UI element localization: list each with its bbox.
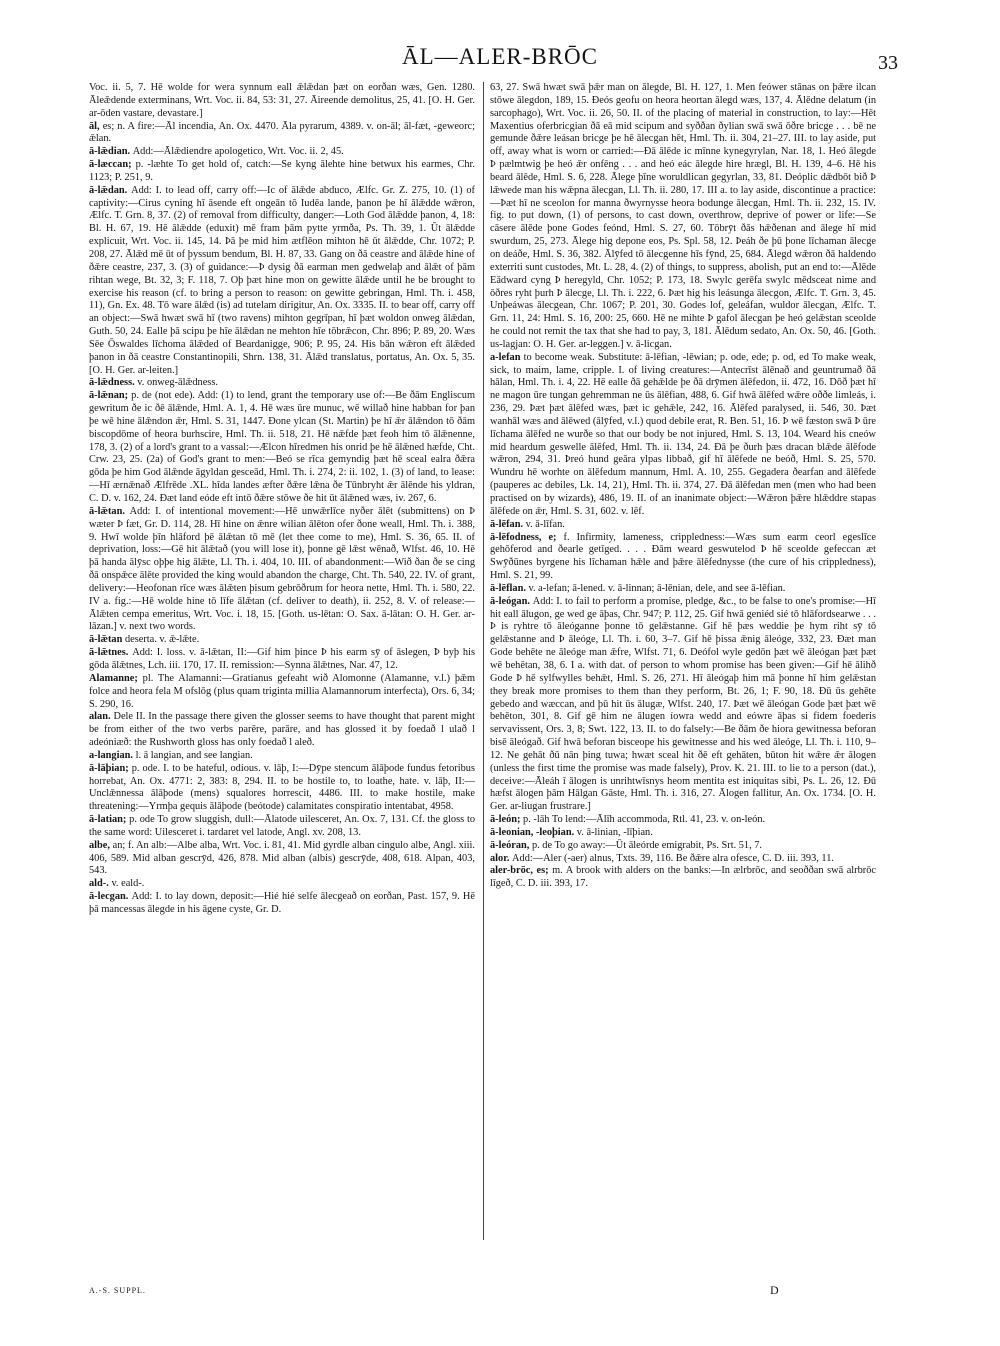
dictionary-entry [89, 711, 475, 750]
entry-headword: ā-lāþian; [89, 762, 129, 774]
left-column [89, 82, 475, 1292]
entry-headword: alan. [89, 711, 111, 723]
dictionary-entry [89, 673, 475, 712]
dictionary-entry [89, 750, 475, 763]
dictionary-entry [490, 814, 876, 827]
entry-headword: albe, [89, 839, 110, 851]
entry-headword: aler-brōc, es; [490, 865, 549, 877]
right-column [490, 82, 876, 1292]
entry-headword: ā-lēfan. [490, 518, 524, 530]
dictionary-entry [89, 891, 475, 917]
entry-text: p. -lāh To lend:—Ālīh accommoda, Rtl. 41, 23. v. on-león. [523, 814, 766, 826]
entry-headword: alor. [490, 852, 510, 864]
dictionary-entry [490, 583, 876, 596]
dictionary-entry [89, 878, 475, 891]
entry-text: Voc. ii. 5, 7. Hē wolde for wera synnum eall ǣlǣdan þæt on eorðan wæs, Gen. 1280. Āleǣdende exterminans, Wrt. Voc. ii. 84, 53: 31, 27. Āireende demolitus, 25, 41. [O. H. Ger. ar-ōden vastare, devastare.] [89, 82, 475, 119]
dictionary-entry [490, 519, 876, 532]
dictionary-entry [89, 840, 475, 879]
column-divider [483, 82, 484, 1240]
entry-text: Add: I. of intentional movement:—Hē unwǣrlīce nyðer ālēt (submittens) on Þ wæter Þ fæt, Gr. D. 114, 28. Hī hine on ǣnre wilian ālēton ofer ðone weall, Hml. Th. i. 388, 9. Hwī wolde þīn hlāford þē ālǣtan tō mē (let thee come to me), Hml. S. 36, 65. II. of deprivation, loss:—Gē hit ālǣtað (you will lose it), þonne gē lǣst wēnað, Wlfst. 46, 10. Hē þā handa ālȳsc oþþe hig ālǣte, Ll. Th. i. 404, 10. III. of abandonment:—Wið ðan ðe se cing ðā onspǣce ālēte provided the king would abandon the charge, Cht. Th. 540, 22. IV. of grant, delivery:—Heofonan rīce wæs ālǣten þisum gebrōðrum for heora nette, Hml. Th. i. 580, 22. IV a. fig.:—Hē wolde hine tō līfe ālǣtan (cf. deliver to death), ii. 252, 8. V. of release:—Ālǣten cempa emeritus, Wrt. Voc. i. 18, 15. [Goth. us-lētan: O. Sax. ā-lātan: O. H. Ger. ar-lāzan.] v. next two words. [89, 505, 475, 633]
entry-text: Dele II. In the passage there given the glosser seems to have thought that parent might be from either of the two verbs parēre, parāre, and has glossed it by foedað l ulað l adeóniæð: the Rushworth gloss has only foedað l aleð. [89, 711, 475, 749]
entry-headword: ā-lecgan. [89, 891, 129, 903]
dictionary-entry [490, 827, 876, 840]
dictionary-entry [490, 596, 876, 814]
entry-headword: ā-læccan; [89, 159, 132, 171]
entry-text: p. ode. I. to be hateful, odious. v. lāþ, I:—Dȳpe stencum ālāþode fundus fetoribus horrebat, An. Ox. 4771: 2, 383: 8, 294. II. to be hostile to, to loathe, hate. v. lāþ, II:—Unclǣnnessa ālāþode (mens) squalores horrescit, 4486. III. to make hostile, make threatening:—Yrmþa gequis ālāþode (beótode) calamitates conspiratio intentabat, 4958. [89, 762, 475, 813]
dictionary-entry [490, 532, 876, 583]
dictionary-entry [490, 840, 876, 853]
entry-headword: ā-lǣtnes. [89, 647, 129, 659]
dictionary-entry [490, 865, 876, 891]
entry-headword: Alamanne; [89, 672, 138, 684]
entry-headword: āl, [89, 120, 100, 132]
entry-headword: ā-latian; [89, 814, 127, 826]
entry-text: v. a-lefan; ā-lened. v. ā-linnan; ā-lēnian, dele, and see ā-lēfian. [528, 582, 786, 594]
dictionary-entry [89, 146, 475, 159]
entry-text: v. ā-linian, -līþian. [576, 826, 653, 838]
dictionary-entry [89, 159, 475, 185]
entry-headword: a-lefan [490, 351, 521, 363]
entry-text: Add: I. to lead off, carry off:—Ic of ālǣde abduco, Ælfc. Gr. Z. 275, 10. (1) of captivity:—Cirus cyning hī āsende eft ongeān tō Iudēa lande, þanon þe hī ālǣdde wǣron, Ælfc. T. Grn. 8, 37. (2) of removal from difficulty, danger:—Loth God ālǣdde þanon, 4, 18: Bl. H. 67, 19. Hē ālǣdde (eduxit) mē fram þām pytte yrmða, Ps. Th. 39, 1. Ūt ālǣdde explicuit, Wrt. Voc. ii. 145, 14. Þā þe mid him ætflēon mihton hē ūt ālǣdde, Chr. 1072; P. 208, 27. Ālǣd mē ūt of þyssum bendum, Bl. H. 87, 33. Gang on ðā ceastre and ālǣde hine of ðǣre ceastre, 237, 3. (3) of guidance:—Þ dysig ðā earman men gedwelaþ and ālǣt of þām rihtan wege, Bt. 32, 3; F. 118, 7. Oþ þæt hine mon on gewitte ālǣde until he be brought to exercise his reason (cf. to bring a person to reason: on gewitte gebringan, Hml. Th. i. 458, 11), Gn. Ex. 48. Tō ware ālǣd (is) ad tutelam dirigitur, An. Ox. 3335. II. to bear off, carry off an object:—Swā hwæt swā hī (two ravens) mihton gegrīpan, hī þæt woldon onweg ālǣdan, Guth. 50, 24. Ealle þā scipu þe hīe ālǣdan ne mehton hīe tōbrǣcon, Chr. 896; P. 89, 20. Wæs Sēe Ōswaldes līchoma ālǣded of Beardanigge, 906; P. 95, 24. His bān wǣron eft ālǣded þanon in ðā ceastre Constantinopili, Shrn. 138, 31. Ālǣd translatus, portatus, An. Ox. 5, 35. [O. H. Ger. ar-leiten.] [89, 184, 475, 376]
entry-text: an; f. An alb:—Albe alba, Wrt. Voc. i. 81, 41. Mid gyrdle alban cingulo albe, Angl. xiii. 406, 589. Mid alban gescrȳd, 426, 878. Mid alban (albis) gescrȳde, 408, 618. Alpan, 403, 543. [89, 839, 475, 877]
entry-headword: ā-lēflan. [490, 582, 526, 594]
entry-text: 63, 27. Swā hwæt swā þǣr man on ālegde, Bl. H. 127, 1. Men feówer stānas on þǣre ilcan stōwe ālegdon, 189, 15. Ðeós geofu on heora heortan ālegd wæs, 137, 4. Ālēdne delatum (in sarcophago), Wrt. Voc. ii. 26, 50. II. of the placing of material in construction, to lay:—Hēt Maxentius oferbricgian ðā eā mid scipum and syððan ðylian swā swā ōðre bricge . . . bē ne gemunde ðǣre leásan bricge þe hē ālecgan hēt, Hml. Th. ii. 304, 21–27. III. to lay aside, put off, away what is worn or carried:—Ðā ālēde ic mīnne kynegyrylan, Nar. 18, 1. Heó ālegde Þ pælmtwig þe heó ǣr onfēng . . . and heó eác ālegde hire hrægl, Bl. H. 139, 4–6. Hē his beard ālēde, Hml. S. 6, 228. Ālege þīne woruldlican gegyrlan, 33, 81. Deóplic dǣdbōt bið Þ lǣwede man his wǣpna ālecgan, Ll. Th. ii. 280, 17. III a. to lay aside, discontinue a practice:—Þæt hī ne sceolon for manna ðwyrnysse heora bodunge ālecgan, Hml. Th. ii. 232, 15. IV. fig. to put down, (1) of persons, to cast down, overthrow, deprive of power or life:—Se cāsere ālēde þone Godes feónd, Hml. S. 27, 60. Tōbrȳt ðās hǣðenan and ālege hī mid swurdum, 25, 273. Ālege hig depone eos, Ps. Spl. 58, 12. Þeáh ðe þū þone līchaman ālecge on deáðe, Hml. S. 36, 382. Ālȳfed tō ālecgenne hīs fȳnd, 25, 684. Ālegd wǣron ðā haldendo exterriti sunt custodes, Mt. L. 28, 4. (2) of things, to suppress, abolish, put an end to:—Ālēde Eādward cyng Þ heregyld, Chr. 1052; P. 173, 18. Swylc gerēfa swylc mēdsceat nime and ōðres ryht þurh Þ ālecge, Ll. Th. i. 222, 6. Þæt hig his leásunga ālecgon, Ælfc. T. Grn. 3, 45. Unþeáwas ālecgean, Chr. 1067; P. 201, 30. Godes lof, geleáfan, wuldor ālecgan, Ælfc. T. Grn. 11, 24: Hml. S. 16, 200: 25, 660. Hē ne mihte Þ gafol ālecgan þe heó gelǣstan sceolde he could not remit the tax that she had to pay, 3, 181. Ālēdum sedato, An. Ox. 50, 46. [Goth. us-lagjan: O. H. Ger. ar-leggen.] v. ā-licgan. [490, 82, 876, 350]
entry-text: v. eald-. [111, 878, 145, 890]
dictionary-entry [89, 814, 475, 840]
entry-headword: ā-lǣdan. [89, 184, 128, 196]
page-header [0, 38, 1000, 78]
entry-headword: ald-. [89, 878, 109, 890]
page-number: 33 [878, 52, 898, 74]
dictionary-entry [490, 82, 876, 352]
entry-text: es; n. A fire:—Āl incendia, An. Ox. 4470. Āla pyrarum, 4389. v. on-āl; āl-fæt, -geweorc; ǣlan. [89, 120, 475, 145]
dictionary-entry [89, 377, 475, 390]
entry-text: to become weak. Substitute: ā-lēfian, -lēwian; p. ode, ede; p. od, ed To make weak, sick, to maim, lame, cripple. I. of living creatures:—Antecrīst ālēnað and geuntrumað ðā hālan, Hml. Th. i. 4, 22. Hē ealle ðā gehǣlde þe ðā drȳmen ālēfedon, ii. 472, 16. Dōð þæt hī ne magon ūre tungan gehremman ne ūs ālēfian, 488, 6. Gif hwā ālēfed wǣre oððe limleás, i. 236, 29. Þæt þæt ālēfed wæs, þæt ic gehǣle, 242, 16. Ālēfed paralysed, ii. 546, 30. Þæt wanhāl wæs and ālēwed (ālȳfed, v.l.) quod debile erat, R. Ben. 51, 16. Þ wē fæston swā Þ ūre līchama ālēfed ne wurðe so that our body be not injured, Hml. S. 13, 104. Weard his cneów mid heardum geswelle ālēfed, Hml. Th. ii. 134, 24. Ðā þe ðurh þæs dracan blǣde ālēfode wǣron, 294, 31. Þreó hund geāra ylpas libbað, gif hī ālēfede ne beóð, Hml. S. 25, 570. Wundru hē worhte on ālēfedum mannum, Hml. A. 10, 255. Gegadera ðearfan and ālēfede (pauperes ac debiles, Lk. 14, 21), Hml. Th. ii. 374, 27. Ðā ālēfedan men (men who had been practised on by wizards), 486, 19. II. of an inanimate object:—Wǣron þǣre hlǣddre stapas ālēfede on ǣr, Hml. S. 31, 602. v. lēf. [490, 351, 876, 517]
running-head: ĀL—ALER-BRŌC [402, 44, 598, 69]
dictionary-entry [490, 853, 876, 866]
dictionary-entry [89, 506, 475, 634]
entry-headword: ā-lēfodness, e; [490, 531, 557, 543]
entry-text: v. onweg-ālǣdness. [137, 377, 218, 389]
entry-headword: ā-lǣdian. [89, 146, 131, 158]
entry-headword: ā-lǣnan; [89, 390, 129, 402]
entry-text: Add: I. to fail to perform a promise, pledge, &c., to be false to one's promise:—Hī hit eall ālugon, ge wed ge āþas, Chr. 947; P. 112, 25. Gif hwā geniéd sié tō hlāfordsearwe . . . Þ is ryhtre tō āleóganne þonne tō gelǣstanne. Gif hē þæs weddie þe hym riht sȳ tō gelǣstanne and Þ āleóge, Ll. Th. i. 60, 3–7. Gif hē þissa ǣnig āleóge, 332, 23. Ðæt man Gode behēte ne āleóge man ǣfre, Wlfst. 71, 6. Deófol wyle gedōn þæt wē āleógan þæt þæt wē behētan, 38, 6. I a. with dat. of person to whom promise has been given:—Gif hē ālihð Gode Þ hē sylfwylles behǣt, Hml. S. 26, 271. Hī āleógaþ him mā þonne hī him gelǣstan they break more promises to them than they perform, Bt. 26, 1; F. 90, 18. Ðū ūs gehēte gebedo and wæccan, and þū hit ūs ālugæ, Wlfst. 240, 17. Þæt wē āleógan Gode þæt þæt wē behēton, 301, 8. Gif gē him ne ālugen íowra wedd and eówre āþas si fidem foederis servavissent, Ors. 3, 8; Swt. 122, 13. II. to do falsely:—Be ðām ðe hiora gewitnessa beforan bisē āleógað. Gif hwā beforan bisceope his gewitnesse and his wed āleóge, Ll. Th. i. 110, 9–12. Ne gehāt ðū nān þing tuwa; hwæt sceal hit ðē eft gehāten, būton hit wǣre ǣr ālogen (unless the first time the promise was made falsely), Prov. K. 21. III. to lie to a person (dat.), deceive:—Āleáh ī ālogen is unrihtwīsnys heom mentita est iniquitas sibi, Ps. L. 26, 12. Ðū hæfst ālogen þām Hālgan Gāste, Hml. Th. i. 316, 27. Ālogen fallitur, An. Ox. 1734. [O. H. Ger. ar-liugan frustrare.] [490, 595, 876, 813]
dictionary-entry [89, 82, 475, 121]
entry-headword: ā-leógan. [490, 595, 530, 607]
dictionary-entry [490, 352, 876, 519]
entry-text: p. -læhte To get hold of, catch:—Se kyng ālehte hine betwux his earmes, Chr. 1123; P. 251, 9. [89, 159, 475, 183]
entry-headword: ā-leonian, -leoþian. [490, 826, 575, 838]
entry-text: p. de (not ede). Add: (1) to lend, grant the temporary use of:—Be ðām Engliscum gewritum ðe ic ðē ālǣnde, Hml. A. 1, 4. Hē wæs ūre munuc, wē willað hine habban for þan þe wē hine ālǣndon ǣr, Hml. S. 31, 1447. Ðone ylcan (St. Martin) þe hī ǣr ālǣndon tō ðām biscopdōme of heora burhscire, Hml. Th. ii. 518, 21. Hē nǣfde þæt feoh him tō ālǣnenne, 178, 3. (2) of a lord's grant to a vassal:—Ælcon hīredmen his onrid þe hē ālǣned hæfde, Cht. Crw. 23, 25. (2a) of God's grant to men:—Beó se rīca gemyndig þæt hē sceal ealra ðǣra gōda þe him God ālǣnde āgyldan gesceād, Hml. Th. i. 274, 2: ii. 102, 1. (3) of land, to lease:—Hī ærnǣnað Ælfrēde .XL. hīda landes æfter ðǣre lǣna ðe Tūnbryht ǣr ālēnde his yldran, C. D. v. 162, 24. Ðæt land eóde eft intō ðǣre stōwe ðe hit ūt ālǣned wæs, iv. 267, 6. [89, 390, 475, 504]
footer-imprint: A.-S. SUPPL. [89, 1286, 146, 1295]
entry-text: Add:—Aler (-aer) alnus, Txts. 39, 116. Be ðǣre alra ofesce, C. D. iii. 393, 11. [512, 852, 834, 864]
entry-text: v. ā-līfan. [525, 518, 565, 530]
dictionary-entry [89, 634, 475, 647]
entry-text: Add: I. loss. v. ā-lǣtan, II:—Gif him þince Þ his earm sȳ of āslegen, Þ byþ his gōda ālǣtnes, Lch. iii. 170, 17. II. remission:—Synna ālǣtnes, Nar. 47, 12. [89, 647, 475, 671]
entry-text: f. Infirmity, lameness, crippledness:—Wæs sum earm ceorl egeslīce gehōferod and ðearle getīged. . . . Ðām weard geswutelod Þ hē sceolde gefeccan æt Swȳðūnes byrgene his līchaman hǣle and þǣre ālēfednysse (the cure of his crippledness), Hml. S. 21, 99. [490, 531, 876, 582]
entry-text: deserta. v. ǣ-lǣte. [124, 634, 200, 646]
entry-text: p. de To go away:—Ūt āleórde emigrabit, Ps. Srt. 51, 7. [531, 839, 763, 851]
dictionary-entry [89, 763, 475, 814]
dictionary-entry [89, 647, 475, 673]
entry-text: m. A brook with alders on the banks:—In ælrbrōc, and seoððan swā alrbrōc līgeð, C. D. iii. 393, 17. [490, 865, 876, 890]
entry-text: Add:—Ālǣdiendre apologetico, Wrt. Voc. ii. 2, 45. [132, 146, 344, 158]
dictionary-entry [89, 390, 475, 506]
entry-headword: ā-león; [490, 814, 521, 826]
entry-text: pl. The Alamanni:—Gratianus gefeaht wið Alomonne (Alamanne, v.l.) þǣm folce and heora fela M ofslōg (plus quam triginta millia Alamannorum interfecta), Ors. 6, 34; S. 290, 16. [89, 672, 475, 710]
signature-mark: D [770, 1283, 779, 1297]
entry-headword: a-langian. [89, 749, 133, 761]
dictionary-entry [89, 121, 475, 147]
entry-text: p. ode To grow sluggish, dull:—Ālatode uilesceret, An. Ox. 7, 131. Cf. the gloss to the same word: Uilesceret i. tardaret vel latode, Angl. xv. 208, 13. [89, 814, 475, 838]
entry-text: l. ā langian, and see langian. [135, 749, 253, 761]
entry-headword: ā-lǣdness. [89, 377, 135, 389]
entry-headword: ā-lǣtan. [89, 505, 125, 517]
dictionary-entry [89, 185, 475, 378]
entry-headword: ā-lǣtan [89, 634, 123, 646]
entry-headword: ā-leóran, [490, 839, 530, 851]
entry-text: Add: I. to lay down, deposit:—Hié hié selfe ālecgeað on eorðan, Past. 157, 9. Hē þā mancessas ālegde in his āgene cyste, Gr. D. [89, 891, 475, 915]
